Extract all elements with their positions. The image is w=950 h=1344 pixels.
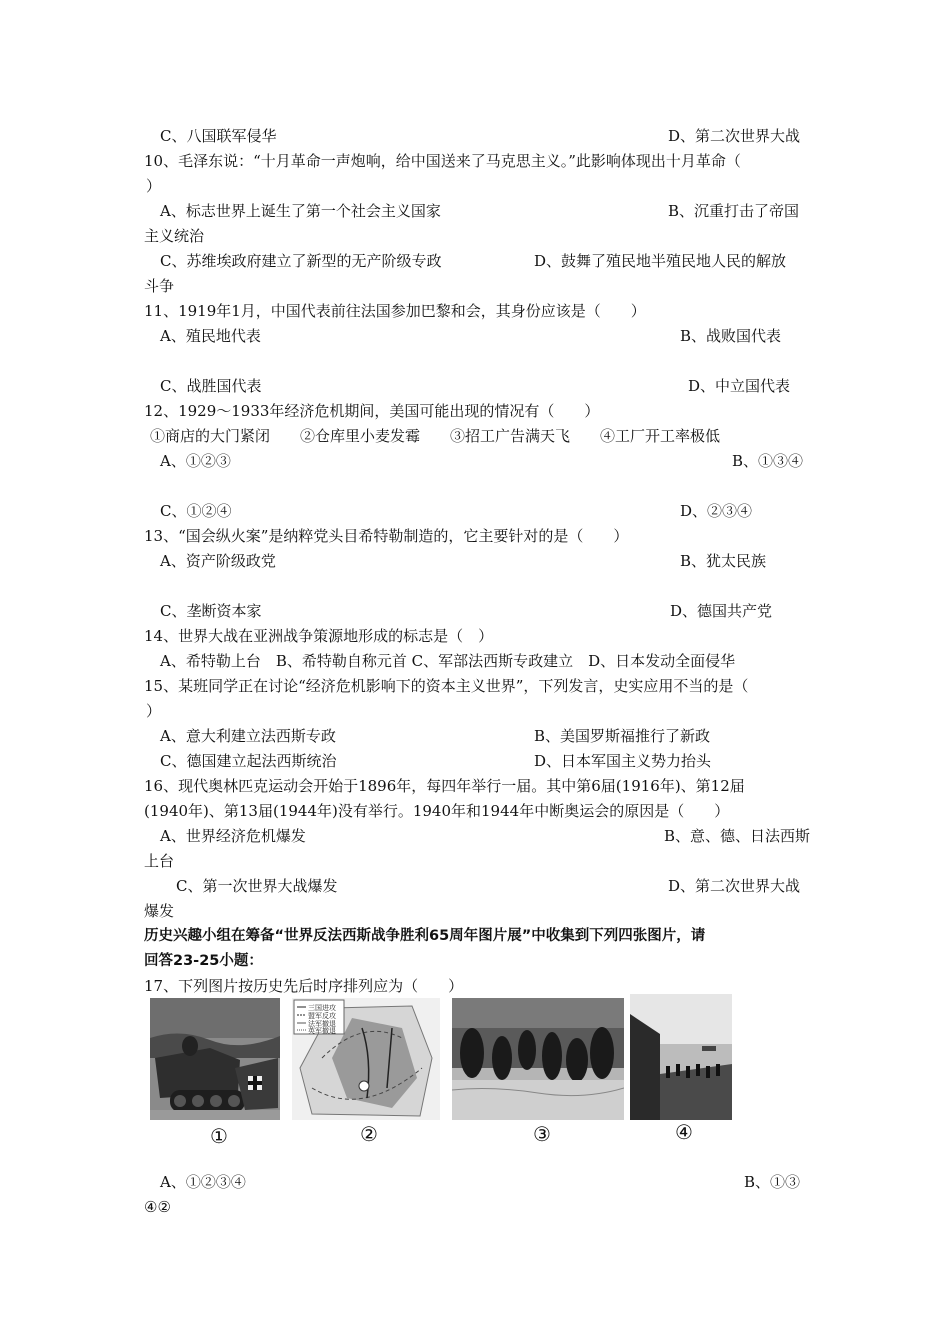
caption-1: ①	[210, 1124, 228, 1148]
option-d: D、鼓舞了殖民地半殖民地人民的解放	[534, 252, 787, 270]
option-d: D、第二次世界大战	[668, 127, 801, 145]
option-d: D、日本军国主义势力抬头	[534, 752, 712, 770]
option-c: C、战胜国代表	[160, 377, 262, 395]
photo-landing-ships	[630, 994, 732, 1120]
question-16-cont: (1940年)、第13届(1944年)没有举行。1940年和1944年中断奥运会的原因是（ ）	[144, 802, 730, 820]
question-12-items: ①商店的大门紧闭 ②仓库里小麦发霉 ③招工广告满天飞 ④工厂开工率极低	[150, 427, 721, 445]
question-15: 15、某班同学正在讨论“经济危机影响下的资本主义世界”，下列发言，史实应用不当的是（	[144, 677, 749, 695]
option-d-cont: 斗争	[144, 277, 175, 295]
option-b: B、①③	[744, 1173, 801, 1191]
option-a: A、①②③	[160, 452, 231, 470]
section-intro-cont: 回答23-25小题：	[144, 953, 263, 969]
photo-soldiers	[452, 998, 624, 1120]
svg-text:盟军反攻: 盟军反攻	[308, 1012, 336, 1020]
question-17: 17、下列图片按历史先后时序排列应为（ ）	[144, 977, 464, 995]
svg-text:法军撤退: 法军撤退	[308, 1020, 336, 1028]
option-c: C、德国建立起法西斯统治	[160, 752, 337, 770]
svg-text:英军撤退: 英军撤退	[308, 1027, 336, 1035]
caption-4: ④	[675, 1120, 693, 1144]
option-d: D、德国共产党	[670, 602, 773, 620]
option-b: B、意、德、日法西斯	[664, 827, 811, 845]
question-15-cont: ）	[146, 702, 162, 720]
option-c: C、八国联军侵华	[160, 127, 277, 145]
option-d: D、②③④	[680, 502, 753, 520]
option-d: D、中立国代表	[688, 377, 791, 395]
option-b: B、战败国代表	[680, 327, 782, 345]
question-10: 10、毛泽东说：“十月革命一声炮响，给中国送来了马克思主义。”此影响体现出十月革命（	[144, 152, 741, 170]
question-14: 14、世界大战在亚洲战争策源地形成的标志是（ ）	[144, 627, 494, 645]
section-intro: 历史兴趣小组在筹备“世界反法西斯战争胜利65周年图片展”中收集到下列四张图片，请	[144, 928, 706, 944]
option-a: A、意大利建立法西斯专政	[160, 727, 336, 745]
option-c: C、垄断资本家	[160, 602, 262, 620]
svg-text:三国进攻: 三国进攻	[308, 1004, 336, 1012]
caption-2: ②	[360, 1122, 378, 1146]
option-b: B、犹太民族	[680, 552, 767, 570]
option-b-cont: 主义统治	[144, 227, 205, 245]
option-b-cont: ④②	[144, 1198, 171, 1216]
photo-tanks	[150, 998, 280, 1120]
option-a: A、标志世界上诞生了第一个社会主义国家	[160, 202, 441, 220]
question-13: 13、“国会纵火案”是纳粹党头目希特勒制造的，它主要针对的是（ ）	[144, 527, 629, 545]
option-d-cont: 爆发	[144, 902, 175, 920]
option-a: A、世界经济危机爆发	[160, 827, 306, 845]
question-16: 16、现代奥林匹克运动会开始于1896年，每四年举行一届。其中第6届(1916年)、第12届	[144, 777, 745, 795]
photo-map	[292, 998, 440, 1120]
question-11: 11、1919年1月，中国代表前往法国参加巴黎和会，其身份应该是（ ）	[144, 302, 646, 320]
option-b: B、美国罗斯福推行了新政	[534, 727, 711, 745]
option-b: B、沉重打击了帝国	[668, 202, 800, 220]
question-10-cont: ）	[146, 177, 162, 195]
option-c: C、①②④	[160, 502, 232, 520]
caption-3: ③	[533, 1122, 551, 1146]
option-d: D、第二次世界大战	[668, 877, 801, 895]
option-b-cont: 上台	[144, 852, 175, 870]
question-14-options: A、希特勒上台 B、希特勒自称元首 C、军部法西斯专政建立 D、日本发动全面侵华	[160, 652, 736, 670]
option-a: A、资产阶级政党	[160, 552, 276, 570]
option-a: A、①②③④	[160, 1173, 246, 1191]
option-b: B、①③④	[732, 452, 804, 470]
question-12: 12、1929～1933年经济危机期间，美国可能出现的情况有（ ）	[144, 402, 600, 420]
option-c: C、第一次世界大战爆发	[176, 877, 338, 895]
option-a: A、殖民地代表	[160, 327, 261, 345]
option-c: C、苏维埃政府建立了新型的无产阶级专政	[160, 252, 442, 270]
